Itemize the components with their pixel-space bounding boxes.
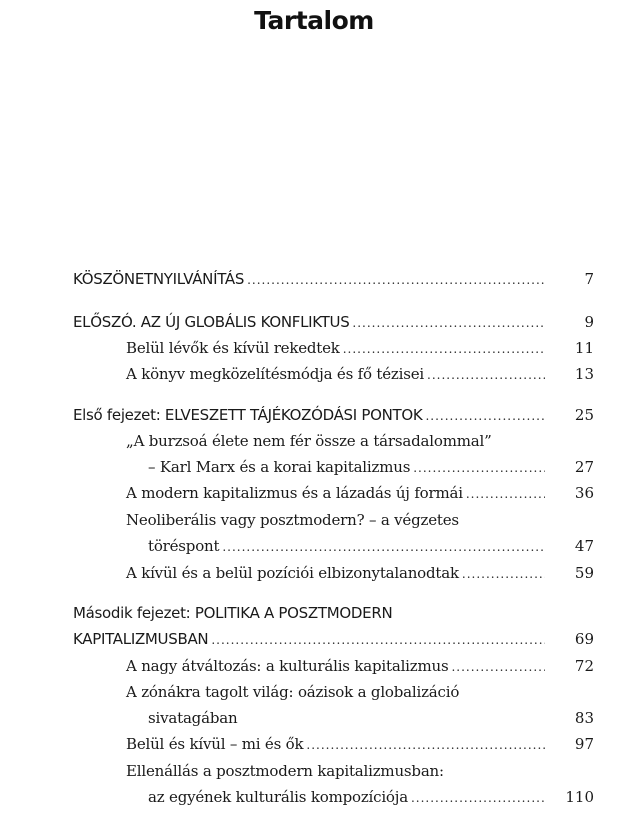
toc-subentry[interactable] bbox=[126, 654, 545, 678]
toc-entry-title: Ellenállás a posztmodern kapitalizmusban: bbox=[126, 762, 444, 780]
toc-page-number: 69 bbox=[574, 630, 594, 648]
toc-subentry[interactable] bbox=[126, 429, 545, 453]
toc-page-number: 7 bbox=[584, 270, 594, 288]
toc-entry-title: A könyv megközelítésmódja és fő tézisei bbox=[126, 365, 424, 383]
dot-leader bbox=[466, 482, 545, 506]
toc-subentry[interactable] bbox=[126, 759, 545, 783]
toc-subentry-continued[interactable] bbox=[148, 706, 545, 730]
toc-entry-title: A nagy átváltozás: a kulturális kapitalizmus bbox=[126, 657, 449, 675]
toc-entry-chapter-2[interactable] bbox=[73, 601, 545, 625]
toc-entry-title: KÖSZÖNETNYILVÁNÍTÁS bbox=[73, 270, 245, 288]
dot-leader bbox=[222, 535, 545, 559]
toc-entry-title: Második fejezet: POLITIKA A POSZTMODERN bbox=[73, 604, 393, 622]
toc-page-number: 9 bbox=[584, 313, 594, 331]
toc-subentry[interactable] bbox=[126, 561, 545, 585]
dot-leader bbox=[352, 311, 545, 335]
dot-leader bbox=[413, 456, 545, 480]
dot-leader bbox=[425, 404, 545, 428]
toc-entry-title: – Karl Marx és a korai kapitalizmus bbox=[148, 458, 411, 476]
toc-subentry[interactable] bbox=[126, 680, 545, 704]
toc-entry-title: A modern kapitalizmus és a lázadás új formái bbox=[126, 484, 463, 502]
toc-page-number: 27 bbox=[574, 458, 594, 476]
toc-entry-title: Belül lévők és kívül rekedtek bbox=[126, 339, 340, 357]
dot-leader bbox=[462, 562, 545, 586]
toc-subentry[interactable] bbox=[126, 508, 545, 532]
dot-leader bbox=[451, 655, 545, 679]
toc-entry-koszonet[interactable] bbox=[73, 267, 545, 291]
page-title: Tartalom bbox=[254, 6, 374, 35]
toc-entry-title: sivatagában bbox=[148, 709, 238, 727]
toc-entry-title: A kívül és a belül pozíciói elbizonytalanodtak bbox=[126, 564, 459, 582]
toc-subentry[interactable] bbox=[126, 336, 545, 360]
toc-page-number: 13 bbox=[574, 365, 594, 383]
toc-entry-title: A zónákra tagolt világ: oázisok a globalizáció bbox=[126, 683, 460, 701]
toc-entry-chapter-2-continued[interactable] bbox=[73, 627, 545, 651]
toc-entry-title: az egyének kulturális kompozíciója bbox=[148, 788, 408, 806]
toc-page-number: 25 bbox=[574, 406, 594, 424]
dot-leader bbox=[411, 786, 545, 810]
toc-entry-title: Első fejezet: ELVESZETT TÁJÉKOZÓDÁSI PONTOK bbox=[73, 406, 423, 424]
toc-subentry[interactable] bbox=[126, 732, 545, 756]
toc-entry-chapter-1[interactable] bbox=[73, 403, 545, 427]
toc-entry-eloszo[interactable] bbox=[73, 310, 545, 334]
toc-entry-title: Neoliberális vagy posztmodern? – a végzetes bbox=[126, 511, 459, 529]
toc-page-number: 110 bbox=[565, 788, 594, 806]
toc-page-number: 36 bbox=[574, 484, 594, 502]
toc-subentry[interactable] bbox=[126, 362, 545, 386]
toc-subentry-continued[interactable] bbox=[148, 534, 545, 558]
toc-page-number: 83 bbox=[574, 709, 594, 727]
toc-entry-title: töréspont bbox=[148, 537, 220, 555]
dot-leader bbox=[427, 363, 545, 387]
toc-page-number: 47 bbox=[574, 537, 594, 555]
dot-leader bbox=[247, 268, 545, 292]
toc-page-number: 72 bbox=[574, 657, 594, 675]
toc-entry-title: KAPITALIZMUSBAN bbox=[73, 630, 209, 648]
toc-subentry-continued[interactable] bbox=[148, 455, 545, 479]
toc-entry-title: „A burzsoá élete nem fér össze a társadalommal” bbox=[126, 432, 492, 450]
dot-leader bbox=[211, 628, 545, 652]
toc-page-number: 59 bbox=[574, 564, 594, 582]
toc-page-number: 97 bbox=[574, 735, 594, 753]
toc-subentry-continued[interactable] bbox=[148, 785, 545, 809]
toc-subentry[interactable] bbox=[126, 481, 545, 505]
toc-page-number: 11 bbox=[574, 339, 594, 357]
toc-entry-title: Belül és kívül – mi és ők bbox=[126, 735, 304, 753]
toc-entry-title: ELŐSZÓ. AZ ÚJ GLOBÁLIS KONFLIKTUS bbox=[73, 313, 350, 331]
dot-leader bbox=[306, 733, 545, 757]
dot-leader bbox=[343, 337, 545, 361]
